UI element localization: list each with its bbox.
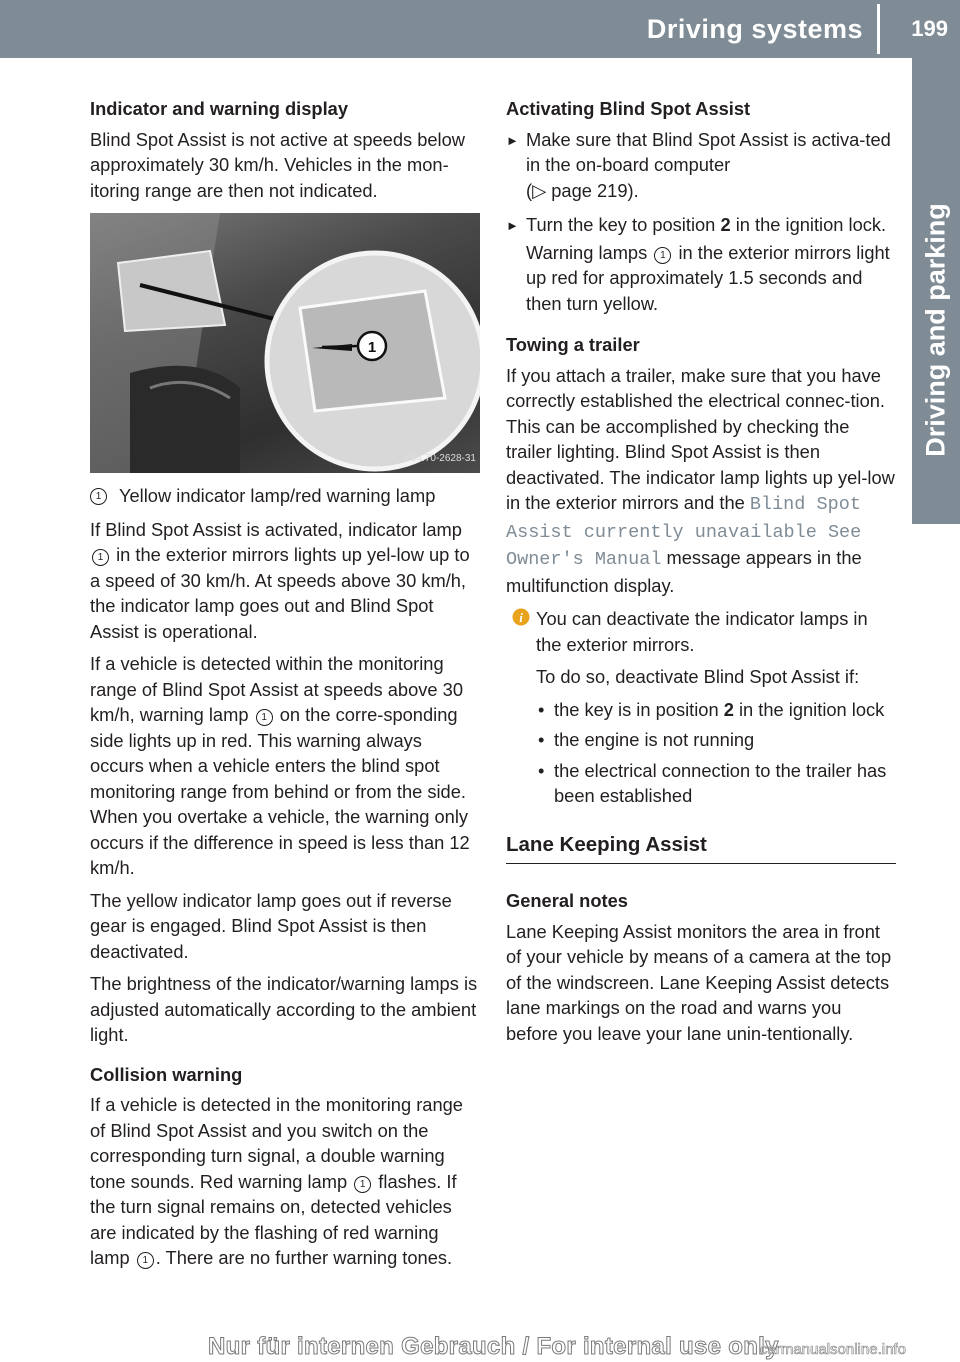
figure-legend: [90, 483, 480, 509]
info-text: You can deactivate the indicator lamps in the exterior mirrors.: [536, 608, 868, 655]
mirror-figure: [90, 213, 480, 473]
display-message: Blind Spot Assist currently unavailable See Owner's Manual: [506, 494, 862, 570]
marker-circle: 1: [256, 709, 273, 726]
marker-circle: 1: [92, 549, 109, 566]
site-watermark: carmanualsonline.info: [760, 1341, 906, 1358]
paragraph: If a vehicle is detected in the monitoring range of Blind Spot Assist and you switch on the corresponding turn signal, a double warning tone sounds. Red warning lamp 1 flashes. If the turn signal remains on, detected vehicles are indicated by the flashing of red warning lamp 1 . There are no further warning tones.: [90, 1094, 463, 1268]
towing-heading: Towing a trailer: [506, 334, 640, 355]
legend-text: Yellow indicator lamp/red warning lamp: [119, 485, 436, 506]
internal-use-watermark: Nur für internen Gebrauch / For internal use only: [208, 1333, 779, 1360]
svg-text:i: i: [519, 610, 523, 625]
side-chapter-label: Driving and parking: [920, 203, 951, 457]
page-reference[interactable]: page 219).: [551, 179, 639, 201]
list-item: • the key is in position 2 in the ignition lock: [538, 698, 885, 720]
info-note: [506, 606, 896, 814]
figure-callout-1: 1: [367, 339, 377, 356]
marker-circle: 1: [654, 247, 671, 264]
info-icon: [506, 608, 536, 626]
instruction-step: ► Make sure that Blind Spot Assist is activa-ted in the on-board computer (▷ page 219).: [506, 127, 896, 206]
legend-marker: 1: [90, 488, 107, 505]
list-item: • the electrical connection to the trailer has been established: [538, 759, 887, 806]
header-bar: [0, 0, 960, 58]
paragraph: The brightness of the indicator/warning lamps is adjusted automatically according to the ambient light.: [90, 973, 478, 1045]
page-section-title: Driving systems: [647, 4, 880, 54]
instruction-arrow-icon: ►: [506, 218, 519, 233]
right-column: [506, 96, 896, 1053]
mirror-illustration: [90, 213, 480, 473]
marker-circle: 1: [137, 1252, 154, 1269]
collision-warning-heading: Collision warning: [90, 1063, 243, 1085]
page-reference-arrow-icon: ▷: [532, 179, 547, 201]
paragraph: If Blind Spot Assist is activated, indicator lamp 1 in the exterior mirrors lights up yel-low up to a speed of 30 km/h. At speeds above 30 km/h, the indicator lamp goes out and Blind Spot Assist is operational.: [90, 518, 470, 642]
indicator-display-heading: Indicator and warning display: [90, 98, 349, 119]
info-text: To do so, deactivate Blind Spot Assist if:: [536, 666, 860, 687]
activating-heading: Activating Blind Spot Assist: [506, 98, 751, 119]
marker-circle: 1: [354, 1176, 371, 1193]
paragraph: Blind Spot Assist is not active at speeds below approximately 30 km/h. Vehicles in the mon-itoring range are then not indicated.: [90, 128, 465, 201]
list-item: • the engine is not running: [538, 729, 755, 750]
paragraph: If a vehicle is detected within the monitoring range of Blind Spot Assist at speeds above 30 km/h, warning lamp 1 on the corre-sponding side lights up in red. This warning always occurs when a vehicle enters the blind spot monitoring range from behind or from the side. When you overtake a vehicle, the warning only occurs if the difference in speed is less than 12 km/h.: [90, 653, 470, 878]
paragraph: The yellow indicator lamp goes out if reverse gear is engaged. Blind Spot Assist is then deactivated.: [90, 889, 452, 962]
instruction-arrow-icon: ►: [506, 132, 519, 148]
paragraph: Lane Keeping Assist monitors the area in front of your vehicle by means of a camera at the top of the windscreen. Lane Keeping Assist detects lane markings on the road and warns you before you leave your lane unin-tentionally.: [506, 920, 892, 1044]
general-notes-heading: General notes: [506, 890, 628, 911]
page-number: 199: [911, 16, 948, 41]
lane-keeping-section-title: Lane Keeping Assist: [506, 832, 896, 865]
instruction-step: ► Turn the key to position 2 in the ignition lock. Warning lamps 1 in the exterior mirrors light up red for approximately 1.5 seconds and then turn yellow.: [506, 212, 896, 318]
left-column: [90, 96, 480, 1278]
paragraph: If you attach a trailer, make sure that you have correctly established the electrical connec-tion. This can be accomplished by checking the trailer lighting. Blind Spot Assist is then deactivated. The indicator lamp lights up yel-low in the exterior mirrors and the Blind Spot Assist currently unavailable See Owner's Manual message appears in the multifunction display.: [506, 364, 895, 596]
figure-code: P54.70-2628-31: [404, 452, 476, 464]
